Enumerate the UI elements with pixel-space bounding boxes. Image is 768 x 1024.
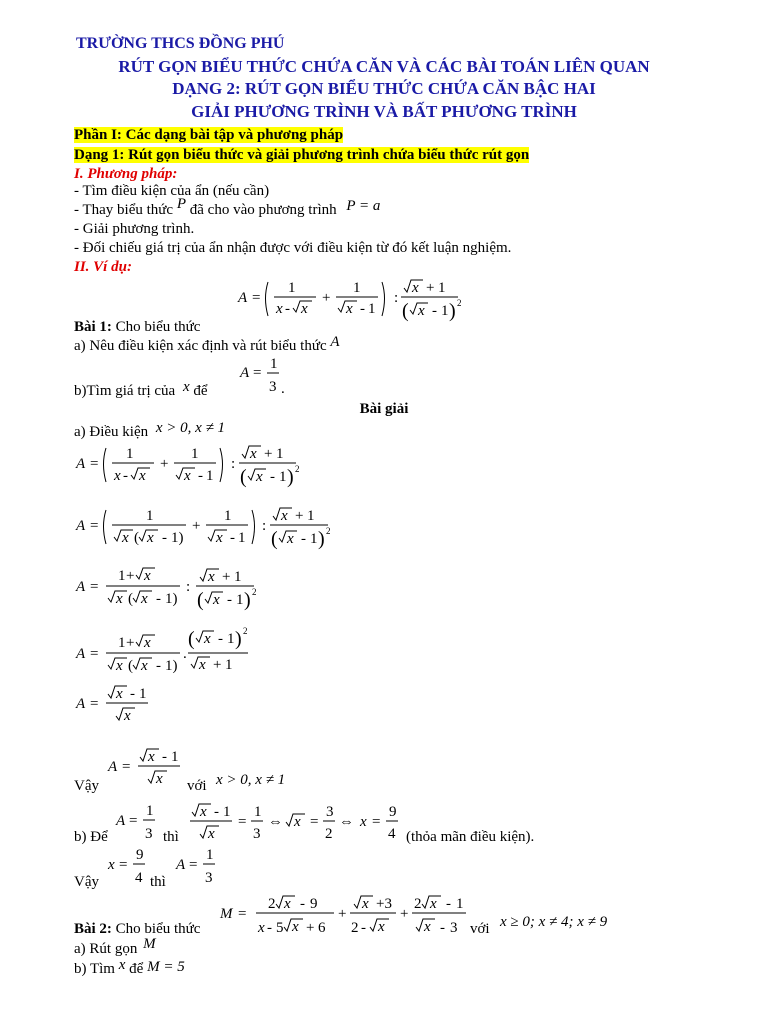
svg-text:x: x <box>208 826 215 842</box>
svg-text:+: + <box>426 280 435 296</box>
bai1-intro: Bài 1: Cho biểu thức <box>74 319 201 335</box>
svg-text:x: x <box>292 919 299 935</box>
svg-text:-: - <box>300 896 305 912</box>
svg-text:x: x <box>256 469 263 485</box>
svg-text:(: ( <box>188 628 195 650</box>
conclusion-a-condition: x > 0, x ≠ 1 <box>216 772 286 788</box>
bai1-question-b: b)Tìm giá trị của x để <box>74 379 208 399</box>
svg-text:9: 9 <box>389 804 397 820</box>
svg-text:-: - <box>270 469 275 485</box>
svg-text:1: 1 <box>146 508 154 524</box>
svg-text:1): 1) <box>165 591 178 607</box>
svg-text:2: 2 <box>414 896 422 912</box>
svg-text:1: 1 <box>223 804 231 820</box>
svg-text:A: A <box>76 518 86 534</box>
svg-text:1: 1 <box>206 847 214 863</box>
svg-text:x: x <box>362 896 369 912</box>
svg-text:-: - <box>440 920 445 936</box>
svg-text:x: x <box>116 591 123 607</box>
svg-text:-: - <box>156 591 161 607</box>
svg-text:+: + <box>213 657 222 673</box>
svg-text:x: x <box>184 468 191 484</box>
svg-text:+: + <box>306 920 315 936</box>
svg-text:1: 1 <box>307 508 315 524</box>
svg-text:1: 1 <box>438 280 446 296</box>
method-step-4: - Đối chiếu giá trị của ẩn nhận được với điều kiện từ đó kết luận nghiệm. <box>74 240 512 256</box>
svg-text:x: x <box>116 658 123 674</box>
svg-text:): ) <box>318 528 325 550</box>
svg-text:A: A <box>176 857 186 873</box>
svg-text:1: 1 <box>441 303 449 319</box>
svg-text:x: x <box>412 280 419 296</box>
svg-text:x: x <box>301 301 308 317</box>
solution-step-4 <box>76 622 276 677</box>
svg-text:+: + <box>222 569 231 585</box>
svg-text:x: x <box>141 658 148 674</box>
part-b-valid-note: (thỏa mãn điều kiện). <box>406 829 535 845</box>
svg-text:x: x <box>200 804 207 820</box>
conclusion-a-formula <box>108 745 198 791</box>
svg-text:x: x <box>114 468 121 484</box>
svg-text:(: ( <box>128 591 133 607</box>
svg-text:4: 4 <box>135 870 143 886</box>
svg-text:(: ( <box>134 530 139 546</box>
svg-text:+: + <box>338 906 347 922</box>
svg-text:1: 1 <box>171 749 179 765</box>
svg-text:+: + <box>295 508 304 524</box>
svg-text:+: + <box>192 518 201 534</box>
solution-step-1 <box>76 440 316 495</box>
solution-condition: a) Điều kiện x > 0, x ≠ 1 <box>74 420 226 440</box>
svg-text:1: 1 <box>270 356 278 372</box>
svg-text:2: 2 <box>268 896 276 912</box>
svg-text:1: 1 <box>234 569 242 585</box>
bai2-condition: x ≥ 0; x ≠ 4; x ≠ 9 <box>500 914 608 930</box>
svg-text:x: x <box>199 657 206 673</box>
part-b-a-value <box>116 800 166 842</box>
svg-text:.: . <box>183 646 187 662</box>
svg-text:1: 1 <box>353 280 361 296</box>
solution-step-2 <box>76 502 336 557</box>
svg-text:2: 2 <box>351 920 359 936</box>
svg-text:+: + <box>322 290 331 306</box>
svg-text:A: A <box>238 290 248 306</box>
svg-text:x: x <box>294 814 301 830</box>
doc-title-3: GIẢI PHƯƠNG TRÌNH VÀ BẤT PHƯƠNG TRÌNH <box>191 102 577 121</box>
svg-text:x: x <box>281 508 288 524</box>
svg-text:-: - <box>162 749 167 765</box>
svg-text:9: 9 <box>136 847 144 863</box>
svg-text:3: 3 <box>450 920 458 936</box>
bai1-question-a: a) Nêu điều kiện xác định và rút biểu thức A <box>74 334 340 354</box>
conclusion-b-then: thì <box>150 874 166 890</box>
bai2-question-b: b) Tìm x để M = 5 <box>74 957 185 977</box>
svg-text:1: 1 <box>279 469 287 485</box>
svg-text:+: + <box>126 568 135 584</box>
svg-text:2: 2 <box>295 464 300 474</box>
svg-text::: : <box>186 579 191 595</box>
svg-text:x: x <box>418 303 425 319</box>
school-name: TRƯỜNG THCS ĐỒNG PHÚ <box>76 35 285 52</box>
svg-text:+: + <box>264 446 273 462</box>
svg-text:1: 1 <box>118 568 126 584</box>
svg-text:x: x <box>250 446 257 462</box>
svg-text:1: 1 <box>238 530 246 546</box>
conclusion-b-label: Vậy <box>74 874 99 890</box>
method-step-2: - Thay biểu thức P đã cho vào phương trình P = a <box>74 196 381 218</box>
svg-text:x: x <box>144 635 151 651</box>
formula-a-definition <box>238 270 478 330</box>
formula-a-equals-one-third <box>240 356 290 398</box>
svg-text:1: 1 <box>236 592 244 608</box>
svg-text:3: 3 <box>253 826 261 842</box>
conclusion-a-label: Vậy <box>74 778 99 794</box>
part-heading: Phần I: Các dạng bài tập và phương pháp <box>74 127 344 143</box>
svg-text:-: - <box>162 530 167 546</box>
svg-text:5: 5 <box>276 920 284 936</box>
svg-text:1: 1 <box>146 803 154 819</box>
svg-text:=: = <box>122 759 131 775</box>
svg-text:-: - <box>130 686 135 702</box>
svg-text:x: x <box>430 896 437 912</box>
svg-text:x: x <box>204 631 211 647</box>
svg-text:⇔: ⇔ <box>339 814 354 830</box>
svg-text::: : <box>394 290 399 306</box>
svg-text:1: 1 <box>254 804 262 820</box>
svg-text:x: x <box>258 920 265 936</box>
conclusion-b-a-value <box>176 844 226 888</box>
svg-text:1: 1 <box>227 631 235 647</box>
doc-title-1: RÚT GỌN BIỂU THỨC CHỨA CĂN VÀ CÁC BÀI TOÁN LIÊN QUAN <box>118 57 650 76</box>
svg-text:x: x <box>156 771 163 787</box>
svg-text:A: A <box>240 365 250 381</box>
svg-text:=: = <box>372 814 381 830</box>
svg-text:1: 1 <box>126 446 134 462</box>
svg-text:=: = <box>189 857 198 873</box>
part-b-equation <box>190 798 410 844</box>
svg-text:+: + <box>126 635 135 651</box>
svg-text:-: - <box>156 658 161 674</box>
svg-text:-: - <box>230 530 235 546</box>
svg-text:=: = <box>252 290 261 306</box>
svg-text:x: x <box>276 301 283 317</box>
svg-text:3: 3 <box>326 804 334 820</box>
bai2-question-a: a) Rút gọn M <box>74 936 156 957</box>
svg-text:-: - <box>432 303 437 319</box>
svg-text:x: x <box>208 569 215 585</box>
svg-text:A: A <box>76 696 86 712</box>
svg-text:): ) <box>449 300 456 322</box>
svg-text:1: 1 <box>225 657 233 673</box>
svg-text:x: x <box>124 708 131 724</box>
svg-text:3: 3 <box>205 870 213 886</box>
svg-text:): ) <box>244 589 251 611</box>
svg-text:-: - <box>285 301 290 317</box>
solution-step-5 <box>76 682 166 728</box>
svg-text:3: 3 <box>269 379 277 395</box>
svg-text:2: 2 <box>326 526 331 536</box>
svg-text:1): 1) <box>171 530 184 546</box>
svg-text:=: = <box>90 579 99 595</box>
svg-text:x: x <box>424 919 431 935</box>
svg-text:1: 1 <box>310 531 318 547</box>
svg-text:1: 1 <box>276 446 284 462</box>
bai2-with: với <box>470 921 490 937</box>
svg-text:=: = <box>90 518 99 534</box>
svg-text:.: . <box>281 381 285 397</box>
svg-text:-: - <box>227 592 232 608</box>
svg-text:x: x <box>216 530 223 546</box>
formula-m-definition <box>220 892 480 940</box>
svg-text:x: x <box>147 530 154 546</box>
doc-title-2: DẠNG 2: RÚT GỌN BIỂU THỨC CHỨA CĂN BẬC HAI <box>172 79 596 98</box>
svg-text:A: A <box>108 759 118 775</box>
svg-text:1: 1 <box>224 508 232 524</box>
svg-text:2: 2 <box>457 298 462 308</box>
part-b-label: b) Để <box>74 829 108 845</box>
solution-heading: Bài giải <box>359 401 409 417</box>
conclusion-a-with: với <box>187 778 207 794</box>
svg-text:4: 4 <box>388 826 396 842</box>
svg-text:9: 9 <box>310 896 318 912</box>
svg-text:x: x <box>108 857 115 873</box>
svg-text:x: x <box>144 568 151 584</box>
svg-text:-: - <box>361 920 366 936</box>
svg-text:(: ( <box>240 466 247 488</box>
svg-text:=: = <box>90 646 99 662</box>
svg-text:1): 1) <box>165 658 178 674</box>
svg-text:x: x <box>287 531 294 547</box>
svg-text:x: x <box>378 919 385 935</box>
method-step-1: - Tìm điều kiện của ẩn (nếu cần) <box>74 183 270 199</box>
svg-text:3: 3 <box>145 826 153 842</box>
svg-text:=: = <box>253 365 262 381</box>
svg-text:+: + <box>400 906 409 922</box>
svg-text:=: = <box>238 814 247 830</box>
svg-text:x: x <box>141 591 148 607</box>
svg-text:x: x <box>346 301 353 317</box>
svg-text:-: - <box>301 531 306 547</box>
svg-text::: : <box>262 518 267 534</box>
svg-text:(: ( <box>402 300 409 322</box>
svg-text:x: x <box>148 749 155 765</box>
svg-text:): ) <box>287 466 294 488</box>
svg-text:6: 6 <box>318 920 326 936</box>
svg-text:M: M <box>220 906 233 922</box>
method-heading: I. Phương pháp: <box>74 166 178 182</box>
svg-text:-: - <box>123 468 128 484</box>
svg-text:-: - <box>267 920 272 936</box>
svg-text:=: = <box>90 696 99 712</box>
svg-text:(: ( <box>128 658 133 674</box>
svg-text:x: x <box>116 686 123 702</box>
svg-text:2: 2 <box>325 826 333 842</box>
svg-text:+: + <box>160 456 169 472</box>
example-heading: II. Ví dụ: <box>74 259 132 275</box>
svg-text:2: 2 <box>252 587 257 597</box>
svg-text:(: ( <box>197 589 204 611</box>
type-heading: Dạng 1: Rút gọn biểu thức và giải phương trình chứa biểu thức rút gọn <box>74 147 530 163</box>
svg-text:1: 1 <box>139 686 147 702</box>
svg-text:1: 1 <box>191 446 199 462</box>
svg-text:A: A <box>116 813 126 829</box>
svg-text:x: x <box>284 896 291 912</box>
part-b-then: thì <box>163 829 179 845</box>
svg-text:⇔: ⇔ <box>268 814 283 830</box>
svg-text:): ) <box>235 628 242 650</box>
svg-text:A: A <box>76 646 86 662</box>
svg-text:x: x <box>360 814 367 830</box>
svg-text:-: - <box>446 896 451 912</box>
svg-text:=: = <box>310 814 319 830</box>
svg-text:-: - <box>360 301 365 317</box>
svg-text:=: = <box>129 813 138 829</box>
svg-text:=: = <box>90 456 99 472</box>
svg-text:x: x <box>213 592 220 608</box>
svg-text:x: x <box>139 468 146 484</box>
svg-text:1: 1 <box>206 468 214 484</box>
svg-text:1: 1 <box>118 635 126 651</box>
svg-text:+3: +3 <box>376 896 392 912</box>
svg-text:=: = <box>238 906 247 922</box>
svg-text:1: 1 <box>368 301 376 317</box>
svg-text:1: 1 <box>288 280 296 296</box>
svg-text:-: - <box>198 468 203 484</box>
solution-step-3 <box>76 563 276 618</box>
bai2-intro: Bài 2: Cho biểu thức <box>74 921 201 937</box>
svg-text:x: x <box>122 530 129 546</box>
svg-text:-: - <box>218 631 223 647</box>
method-step-3: - Giải phương trình. <box>74 221 195 237</box>
svg-text:-: - <box>214 804 219 820</box>
svg-text:=: = <box>119 857 128 873</box>
svg-text:A: A <box>76 579 86 595</box>
svg-text:(: ( <box>271 528 278 550</box>
svg-text:1: 1 <box>456 896 464 912</box>
svg-text::: : <box>231 456 236 472</box>
svg-text:2: 2 <box>243 626 248 636</box>
svg-text:A: A <box>76 456 86 472</box>
